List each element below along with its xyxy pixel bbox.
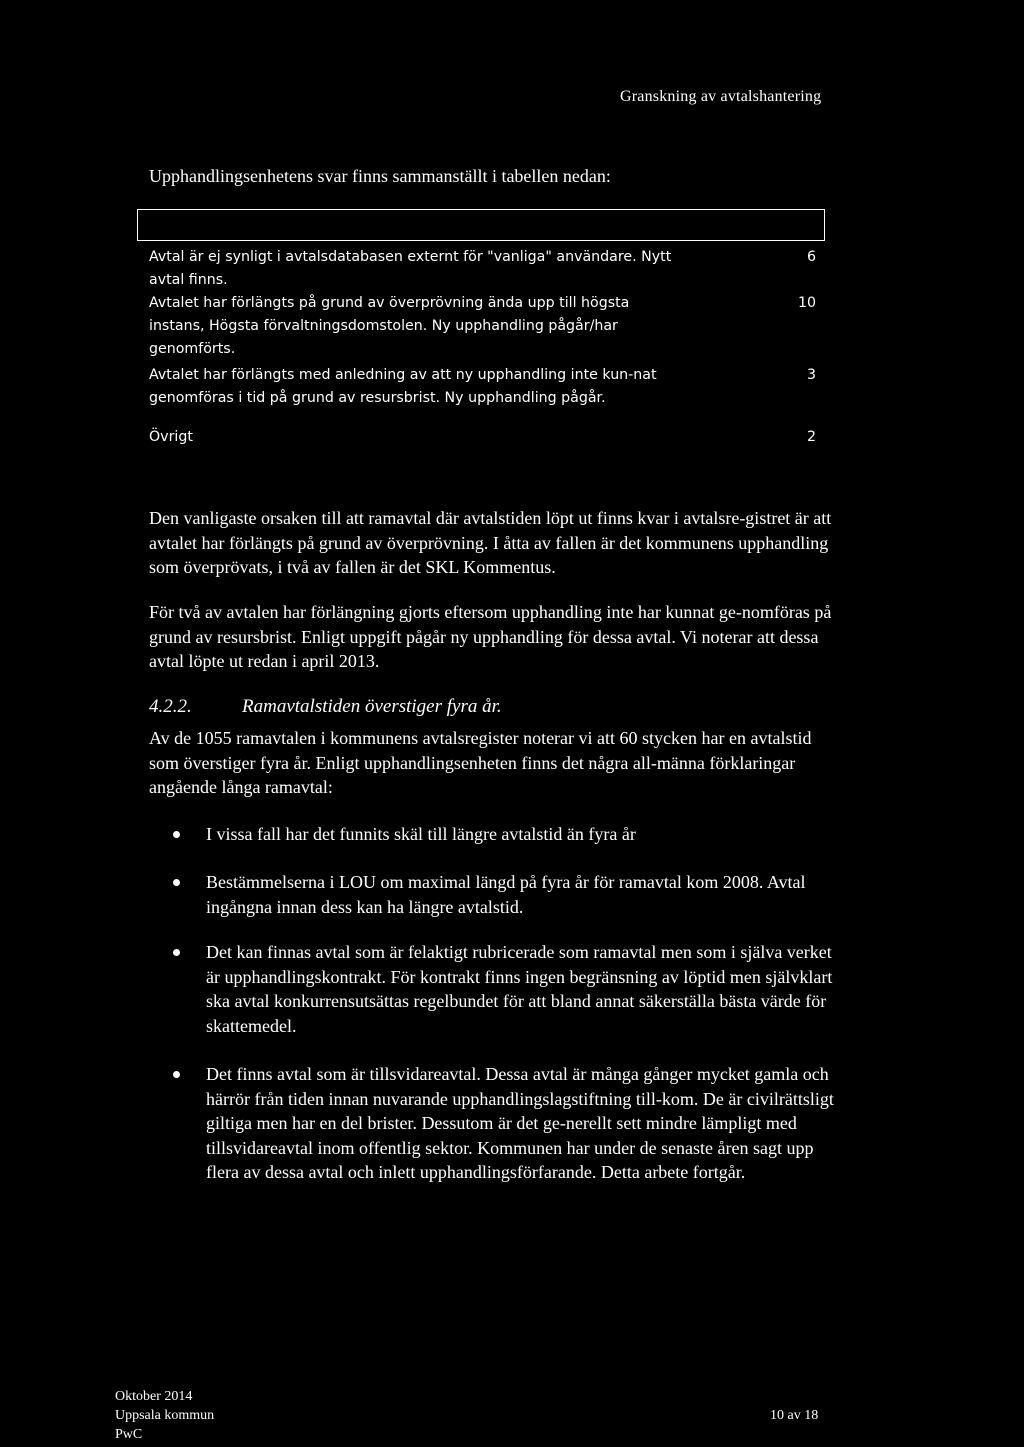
bullet-icon <box>173 879 180 886</box>
list-item-text: Bestämmelserna i LOU om maximal längd på fyra år för ramavtal kom 2008. Avtal ingångna innan dess kan ha längre avtalstid. <box>206 872 806 917</box>
table-row-description: Avtalet har förlängts på grund av överprövning ända upp till högsta instans, Högsta förvaltningsdomstolen. Ny upphandling pågår/har genomförts. <box>149 295 630 357</box>
list-item-text: I vissa fall har det funnits skäl till längre avtalstid än fyra år <box>206 824 636 844</box>
footer-organization: Uppsala kommun <box>115 1408 215 1423</box>
bullet-icon <box>173 831 180 838</box>
table-row-count: 6 <box>806 249 816 265</box>
bullet-icon <box>173 949 180 956</box>
footer-date: Oktober 2014 <box>115 1389 193 1404</box>
table-row-count: 3 <box>806 367 816 383</box>
section-number: 4.2.2. <box>149 696 192 717</box>
section-title: Ramavtalstiden överstiger fyra år. <box>242 696 502 717</box>
intro-text: Upphandlingsenhetens svar finns sammanställt i tabellen nedan: <box>149 166 611 186</box>
table-row-count: 2 <box>806 429 816 445</box>
table-row-description: Övrigt <box>149 429 193 445</box>
body-paragraph: Den vanligaste orsaken till att ramavtal där avtalstiden löpt ut finns kvar i avtalsre-gistret är att avtalet har förlängts på grund av överprövning. I åtta av fallen är det kommunens upphandling som överprövats, i två av fallen är det SKL Kommentus. <box>149 508 832 577</box>
table-row-description: Avtalet har förlängts med anledning av att ny upphandling inte kun-nat genomföras i tid på grund av resursbrist. Ny upphandling pågår. <box>149 367 657 406</box>
table-header-row <box>137 209 825 241</box>
footer-company: PwC <box>115 1427 143 1442</box>
table-row-description: Avtal är ej synligt i avtalsdatabasen externt för "vanliga" användare. Nytt avtal finns. <box>149 249 672 288</box>
bullet-icon <box>173 1071 180 1078</box>
running-header-title: Granskning av avtalshantering <box>620 88 822 105</box>
list-item-text: Det kan finnas avtal som är felaktigt rubricerade som ramavtal men som i själva verket är upphandlingskontrakt. För kontrakt finns ingen begränsning av löptid men självklart ska avtal konkurrensutsättas regelbundet för att bland annat säkerställa bästa värde för skattemedel. <box>206 942 833 1036</box>
section-body: Av de 1055 ramavtalen i kommunens avtalsregister noterar vi att 60 stycken har en avtalstid som överstiger fyra år. Enligt upphandlingsenheten finns det några all-männa förklaringar angående långa ramavtal: <box>149 728 812 797</box>
list-item-text: Det finns avtal som är tillsvidareavtal. Dessa avtal är många gånger mycket gamla och härrör från tiden innan nuvarande upphandlingslagstiftning till-kom. De är civilrättsligt giltiga men har en del brister. Dessutom är det ge-nerellt sett mindre lämpligt med tillsvidareavtal inom offentlig sektor. Kommunen har under de senaste åren sagt upp flera av dessa avtal och inlett upphandlingsförfarande. Detta arbete fortgår. <box>206 1064 834 1182</box>
section-heading <box>149 696 502 718</box>
page-number: 10 av 18 <box>770 1408 819 1423</box>
table-row-count: 10 <box>797 295 816 311</box>
body-paragraph: För två av avtalen har förlängning gjorts eftersom upphandling inte har kunnat ge-nomföras på grund av resursbrist. Enligt uppgift pågår ny upphandling för dessa avtal. Vi noterar att dessa avtal löpte ut redan i april 2013. <box>149 602 832 671</box>
